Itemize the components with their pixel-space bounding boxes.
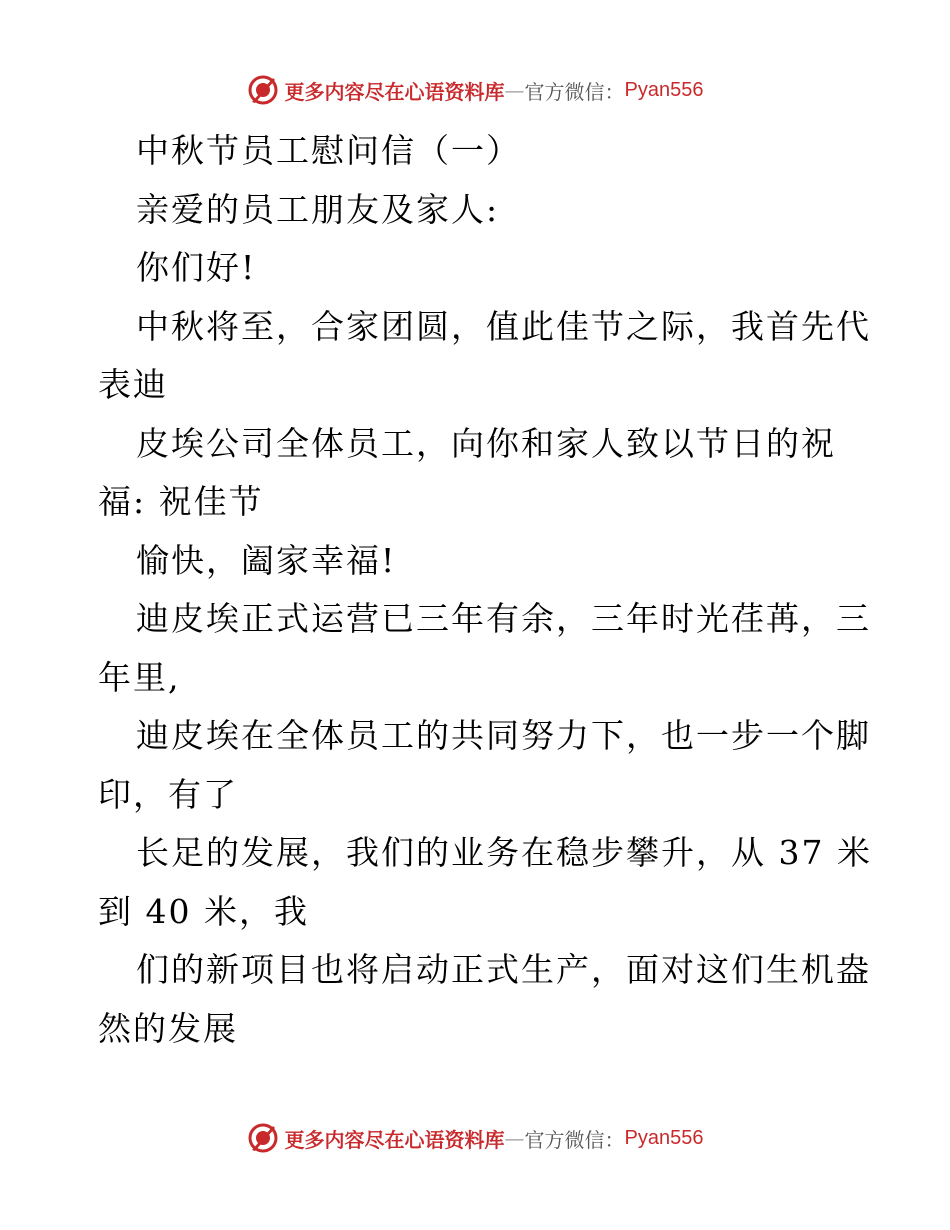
doc-line: 福: 祝佳节 — [98, 482, 264, 521]
doc-line: 迪皮埃正式运营已三年有余，三年时光荏苒，三 — [136, 599, 871, 638]
doc-greeting: 你们好! — [136, 248, 257, 287]
doc-line: 印，有了 — [98, 774, 238, 814]
footer-wechat-id: Pyan556 — [624, 1126, 704, 1149]
header-separator: — — [504, 78, 525, 102]
doc-line: 长足的发展，我们的业务在稳步攀升，从 37 米 — [136, 833, 872, 872]
header-wechat-id: Pyan556 — [624, 78, 704, 101]
footer-brand-text: 更多内容尽在心语资料库 — [284, 1127, 505, 1152]
doc-line: 表迪 — [98, 365, 168, 404]
doc-line: 愉快，阖家幸福! — [136, 540, 397, 580]
quill-pen-circle-icon — [247, 74, 279, 106]
footer-banner — [0, 1118, 950, 1158]
header-banner — [0, 70, 950, 110]
doc-line: 年里, — [98, 657, 181, 697]
quill-pen-circle-icon — [247, 1122, 279, 1154]
footer-separator: — — [504, 1126, 525, 1150]
doc-line: 皮埃公司全体员工，向你和家人致以节日的祝 — [136, 423, 836, 463]
doc-title: 中秋节员工慰问信（一） — [136, 131, 521, 170]
doc-line: 然的发展 — [98, 1008, 238, 1048]
header-wechat-label: 官方微信： — [524, 79, 625, 104]
doc-line: 迪皮埃在全体员工的共同努力下，也一步一个脚 — [136, 716, 871, 755]
doc-line: 们的新项目也将启动正式生产，面对这们生机盎 — [136, 950, 871, 989]
doc-salutation: 亲爱的员工朋友及家人: — [136, 189, 500, 229]
doc-line: 到 40 米，我 — [98, 891, 309, 931]
footer-wechat-label: 官方微信： — [524, 1127, 625, 1152]
header-brand-text: 更多内容尽在心语资料库 — [284, 79, 505, 104]
doc-line: 中秋将至，合家团圆，值此佳节之际，我首先代 — [136, 306, 871, 346]
document-body — [98, 122, 872, 1058]
